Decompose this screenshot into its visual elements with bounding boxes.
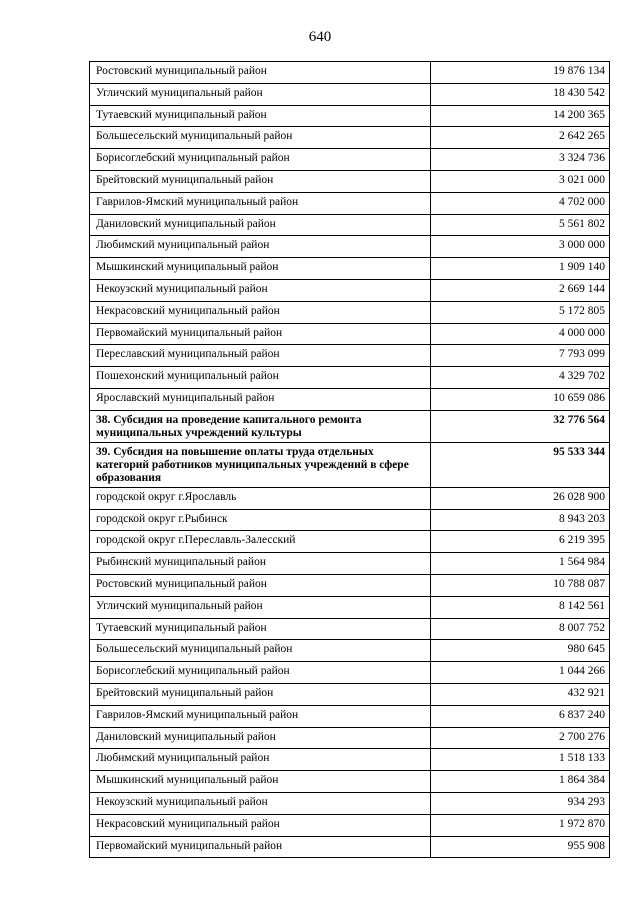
table-row	[90, 662, 610, 684]
subsidy-amount: 1 044 266	[431, 662, 610, 684]
table-row	[90, 596, 610, 618]
table-row	[90, 509, 610, 531]
recipient-name: Рыбинский муниципальный район	[90, 553, 431, 575]
recipient-name: Пошехонский муниципальный район	[90, 367, 431, 389]
table-row	[90, 683, 610, 705]
subsidy-amount: 5 172 805	[431, 301, 610, 323]
recipient-name: Переславский муниципальный район	[90, 345, 431, 367]
budget-table-body	[90, 62, 610, 858]
recipient-name: Даниловский муниципальный район	[90, 214, 431, 236]
table-row	[90, 531, 610, 553]
recipient-name: Некрасовский муниципальный район	[90, 814, 431, 836]
table-row	[90, 618, 610, 640]
subsidy-amount: 980 645	[431, 640, 610, 662]
table-row	[90, 301, 610, 323]
table-row	[90, 487, 610, 509]
table-row	[90, 170, 610, 192]
recipient-name: Брейтовский муниципальный район	[90, 170, 431, 192]
subsidy-amount: 1 564 984	[431, 553, 610, 575]
table-row	[90, 388, 610, 410]
table-row	[90, 553, 610, 575]
subsidy-amount: 3 021 000	[431, 170, 610, 192]
section-header-row	[90, 410, 610, 442]
recipient-name: городской округ г.Рыбинск	[90, 509, 431, 531]
subsidy-amount: 5 561 802	[431, 214, 610, 236]
subsidy-amount: 432 921	[431, 683, 610, 705]
recipient-name: городской округ г.Ярославль	[90, 487, 431, 509]
recipient-name: Гаврилов-Ямский муниципальный район	[90, 705, 431, 727]
recipient-name: городской округ г.Переславль-Залесский	[90, 531, 431, 553]
subsidy-amount: 8 943 203	[431, 509, 610, 531]
recipient-name: Некоузский муниципальный район	[90, 792, 431, 814]
page-number: 640	[308, 29, 332, 45]
table-row	[90, 214, 610, 236]
recipient-name: Мышкинский муниципальный район	[90, 258, 431, 280]
table-row	[90, 105, 610, 127]
subsidy-amount: 18 430 542	[431, 83, 610, 105]
subsidy-amount: 19 876 134	[431, 62, 610, 84]
recipient-name: Угличский муниципальный район	[90, 596, 431, 618]
table-row	[90, 279, 610, 301]
table-row	[90, 814, 610, 836]
subsidy-amount: 2 700 276	[431, 727, 610, 749]
table-row	[90, 771, 610, 793]
table-row	[90, 149, 610, 171]
recipient-name: Мышкинский муниципальный район	[90, 771, 431, 793]
section-title: 38. Субсидия на проведение капитального ремонта муниципальных учреждений культуры	[90, 410, 431, 442]
table-row	[90, 62, 610, 84]
subsidy-amount: 1 972 870	[431, 814, 610, 836]
subsidy-amount: 1 909 140	[431, 258, 610, 280]
table-row	[90, 705, 610, 727]
subsidy-amount: 6 837 240	[431, 705, 610, 727]
table-row	[90, 367, 610, 389]
recipient-name: Брейтовский муниципальный район	[90, 683, 431, 705]
recipient-name: Тутаевский муниципальный район	[90, 618, 431, 640]
table-row	[90, 258, 610, 280]
subsidy-amount: 10 788 087	[431, 574, 610, 596]
table-row	[90, 836, 610, 858]
subsidy-amount: 1 518 133	[431, 749, 610, 771]
recipient-name: Даниловский муниципальный район	[90, 727, 431, 749]
table-row	[90, 323, 610, 345]
recipient-name: Любимский муниципальный район	[90, 236, 431, 258]
recipient-name: Борисоглебский муниципальный район	[90, 149, 431, 171]
subsidy-amount: 2 642 265	[431, 127, 610, 149]
recipient-name: Борисоглебский муниципальный район	[90, 662, 431, 684]
table-row	[90, 192, 610, 214]
recipient-name: Гаврилов-Ямский муниципальный район	[90, 192, 431, 214]
recipient-name: Первомайский муниципальный район	[90, 836, 431, 858]
recipient-name: Большесельский муниципальный район	[90, 127, 431, 149]
table-row	[90, 574, 610, 596]
recipient-name: Ярославский муниципальный район	[90, 388, 431, 410]
subsidy-amount: 934 293	[431, 792, 610, 814]
section-header-row	[90, 442, 610, 487]
section-title: 39. Субсидия на повышение оплаты труда отдельных категорий работников муниципальных учреждений в сфере образования	[90, 442, 431, 487]
subsidy-amount: 3 000 000	[431, 236, 610, 258]
table-row	[90, 127, 610, 149]
recipient-name: Некрасовский муниципальный район	[90, 301, 431, 323]
subsidy-amount: 7 793 099	[431, 345, 610, 367]
recipient-name: Первомайский муниципальный район	[90, 323, 431, 345]
subsidy-amount: 3 324 736	[431, 149, 610, 171]
table-row	[90, 727, 610, 749]
subsidy-amount: 10 659 086	[431, 388, 610, 410]
recipient-name: Большесельский муниципальный район	[90, 640, 431, 662]
budget-table	[89, 61, 610, 858]
recipient-name: Угличский муниципальный район	[90, 83, 431, 105]
subsidy-amount: 955 908	[431, 836, 610, 858]
table-row	[90, 83, 610, 105]
subsidy-amount: 4 329 702	[431, 367, 610, 389]
recipient-name: Тутаевский муниципальный район	[90, 105, 431, 127]
table-row	[90, 749, 610, 771]
recipient-name: Ростовский муниципальный район	[90, 574, 431, 596]
table-row	[90, 792, 610, 814]
recipient-name: Любимский муниципальный район	[90, 749, 431, 771]
subsidy-amount: 4 702 000	[431, 192, 610, 214]
section-total: 32 776 564	[431, 410, 610, 442]
subsidy-amount: 26 028 900	[431, 487, 610, 509]
section-total: 95 533 344	[431, 442, 610, 487]
subsidy-amount: 4 000 000	[431, 323, 610, 345]
subsidy-amount: 1 864 384	[431, 771, 610, 793]
subsidy-amount: 8 007 752	[431, 618, 610, 640]
table-row	[90, 640, 610, 662]
subsidy-amount: 8 142 561	[431, 596, 610, 618]
recipient-name: Ростовский муниципальный район	[90, 62, 431, 84]
table-row	[90, 345, 610, 367]
subsidy-amount: 14 200 365	[431, 105, 610, 127]
subsidy-amount: 2 669 144	[431, 279, 610, 301]
table-row	[90, 236, 610, 258]
subsidy-amount: 6 219 395	[431, 531, 610, 553]
recipient-name: Некоузский муниципальный район	[90, 279, 431, 301]
